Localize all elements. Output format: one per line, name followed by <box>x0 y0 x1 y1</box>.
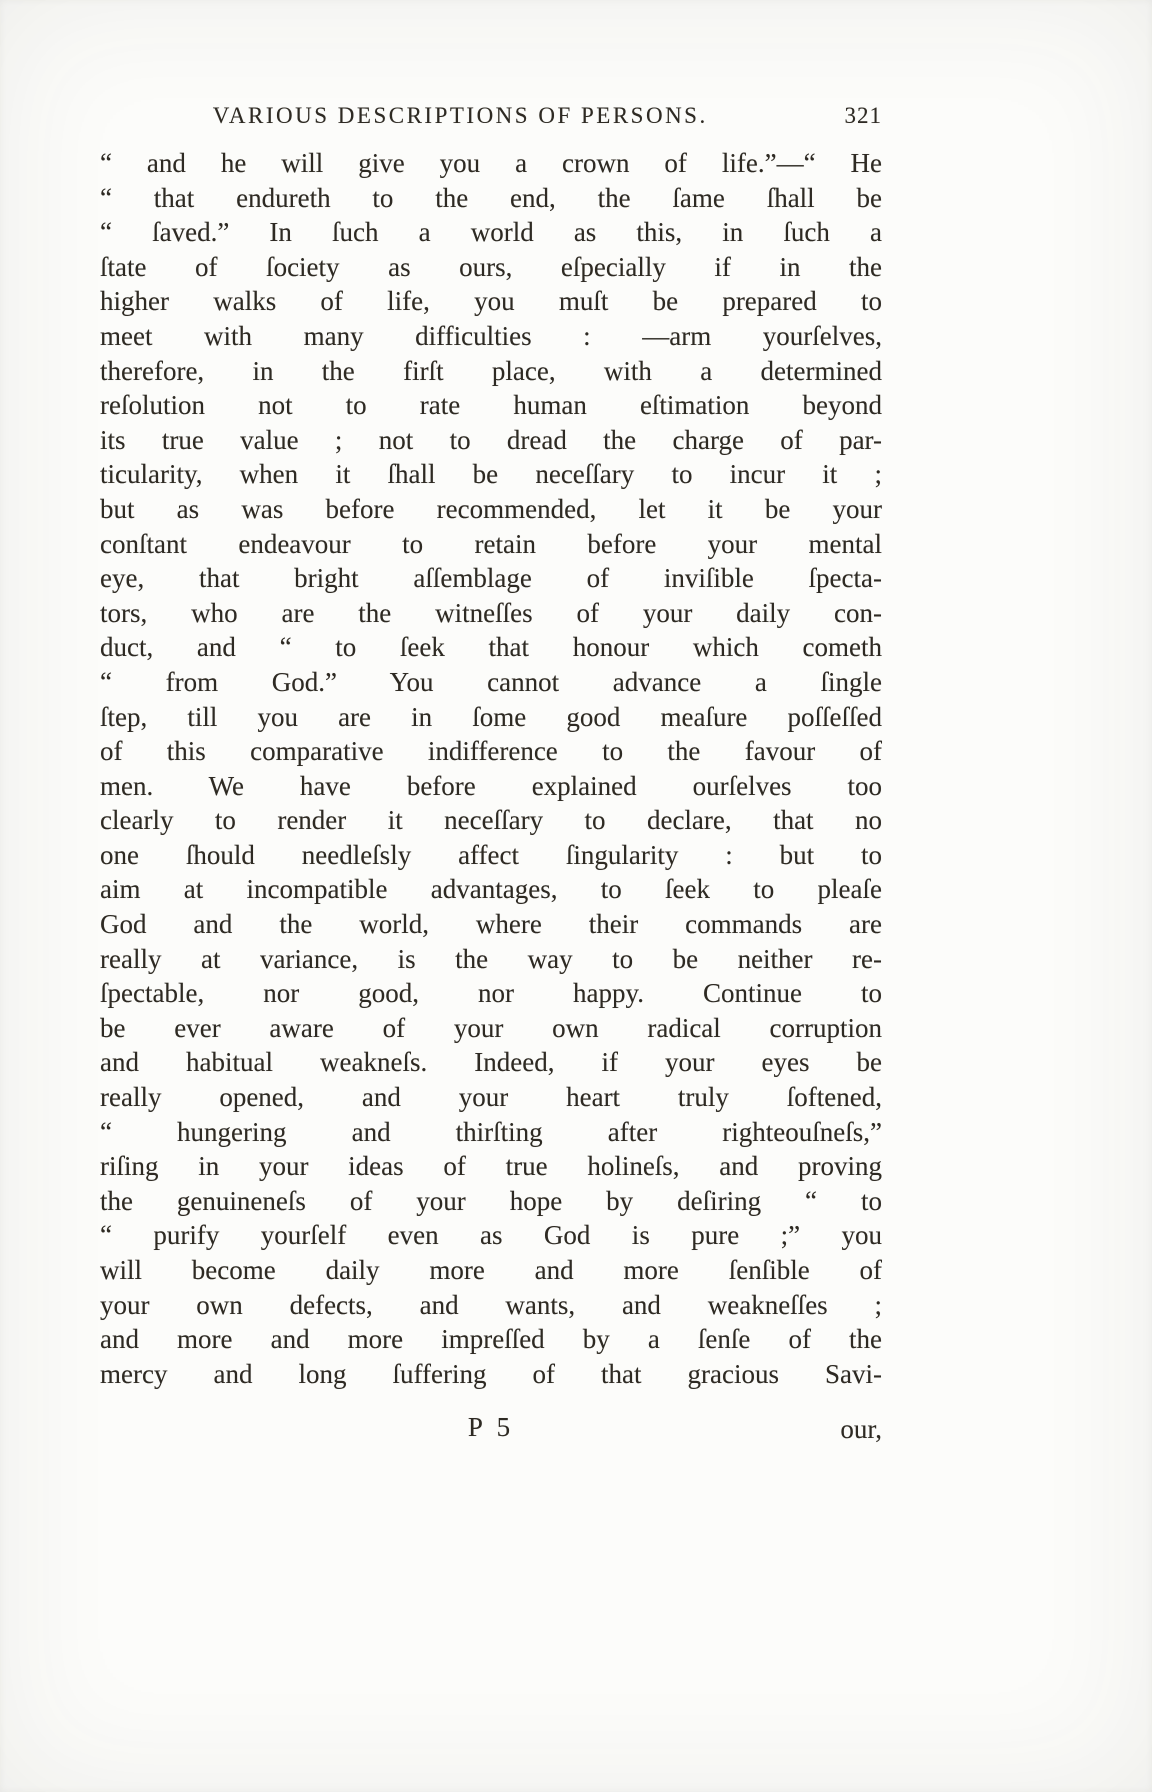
catchword: our, <box>840 1414 882 1444</box>
body-text <box>100 146 882 1391</box>
text-line: God and the world, where their commands are <box>100 909 882 940</box>
text-line: “ from God.” You cannot advance a ſingle <box>100 666 882 697</box>
page-number: 321 <box>844 103 882 128</box>
text-line: really at variance, is the way to be neither re- <box>100 943 882 974</box>
text-line: ticularity, when it ſhall be neceſſary to incur it ; <box>100 459 882 490</box>
text-line: “ ſaved.” In ſuch a world as this, in ſuch a <box>100 217 882 248</box>
text-line: aim at incompatible advantages, to ſeek to pleaſe <box>100 874 882 905</box>
text-line: clearly to render it neceſſary to declare, that no <box>100 805 882 836</box>
text-line: “ hungering and thirſting after righteouſneſs,” <box>100 1116 882 1147</box>
text-line: duct, and “ to ſeek that honour which cometh <box>100 632 882 663</box>
text-line: mercy and long ſuffering of that gracious Savi- <box>100 1358 882 1389</box>
page-header <box>100 103 882 129</box>
text-line: ſpectable, nor good, nor happy. Continue to <box>100 978 882 1009</box>
text-line: “ that endureth to the end, the ſame ſhall be <box>100 182 882 213</box>
text-line: will become daily more and more ſenſible of <box>100 1255 882 1285</box>
text-line: the genuineneſs of your hope by deſiring “ to <box>100 1185 882 1216</box>
text-line: and more and more impreſſed by a ſenſe of the <box>100 1324 882 1355</box>
text-line: therefore, in the firſt place, with a determined <box>100 355 882 386</box>
page-footer <box>100 1412 882 1452</box>
text-line: “ and he will give you a crown of life.”—“ He <box>100 148 882 178</box>
text-line: your own defects, and wants, and weakneſſes ; <box>100 1289 882 1320</box>
text-line: and habitual weakneſs. Indeed, if your eyes be <box>100 1047 882 1078</box>
text-line: conſtant endeavour to retain before your mental <box>100 528 882 559</box>
running-title: VARIOUS DESCRIPTIONS OF PERSONS. <box>212 103 708 128</box>
signature-mark: P 5 <box>467 1412 515 1442</box>
text-line: but as was before recommended, let it be your <box>100 493 882 524</box>
text-line: eye, that bright aſſemblage of inviſible ſpecta- <box>100 563 882 594</box>
text-line: ſtate of ſociety as ours, eſpecially if in the <box>100 251 882 282</box>
text-line: tors, who are the witneſſes of your daily con- <box>100 597 882 628</box>
text-line: higher walks of life, you muſt be prepared to <box>100 286 882 317</box>
text-line: meet with many difficulties : —arm yourſelves, <box>100 320 882 351</box>
text-line: reſolution not to rate human eſtimation beyond <box>100 390 882 421</box>
text-line: men. We have before explained ourſelves too <box>100 770 882 801</box>
text-line: its true value ; not to dread the charge of par- <box>100 424 882 455</box>
text-line: ſtep, till you are in ſome good meaſure poſſeſſed <box>100 701 882 732</box>
text-line: “ purify yourſelf even as God is pure ;” you <box>100 1220 882 1251</box>
text-line: riſing in your ideas of true holineſs, and proving <box>100 1151 882 1182</box>
text-line: really opened, and your heart truly ſoftened, <box>100 1082 882 1113</box>
text-line: be ever aware of your own radical corruption <box>100 1012 882 1043</box>
text-line: of this comparative indifference to the favour of <box>100 736 882 767</box>
text-line: one ſhould needleſsly affect ſingularity : but to <box>100 839 882 870</box>
